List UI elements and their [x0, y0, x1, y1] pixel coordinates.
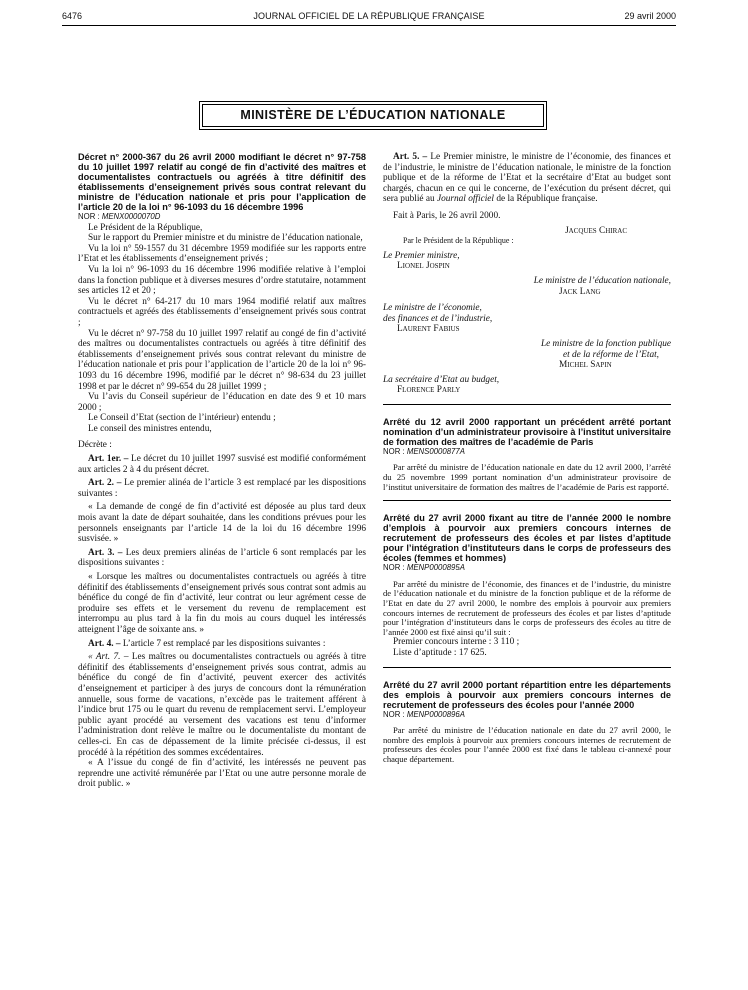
- ministry-title: MINISTÈRE DE L’ÉDUCATION NATIONALE: [240, 108, 506, 123]
- nor-code: MENS0000877A: [406, 446, 465, 456]
- article-3: [78, 548, 366, 569]
- article-4-quote-2: « A l’issue du congé de fin d’activité, les intéressés ne peuvent pas reprendre une activité rémunérée par l’Etat ou une autre personne morale de droit public. »: [78, 758, 366, 790]
- nor-code: MENP0000895A: [406, 563, 465, 573]
- arrete-1-body: Par arrêté du ministre de l’éducation nationale en date du 12 avril 2000, l’arrêté du 25 novembre 1999 portant nomination d’un administrateur provisoire de l’institut universitaire de formation des maîtres de l’académie de Paris est rapporté.: [383, 462, 671, 492]
- decree-para: Le Président de la République,: [88, 222, 203, 233]
- journal-title: JOURNAL OFFICIEL DE LA RÉPUBLIQUE FRANÇAISE: [253, 11, 485, 21]
- article-3-text: Les deux premiers alinéas de l’article 6 sont remplacés par les dispositions suivantes :: [78, 547, 366, 569]
- signatory-2-title: Le ministre de l’éducation nationale,: [533, 275, 671, 286]
- arrete-2-line-1: Premier concours interne : 3 110 ;: [393, 637, 520, 648]
- arrete-1-nor: [383, 447, 671, 458]
- arrete-2-nor: [383, 563, 671, 574]
- article-1-text: Le décret du 10 juillet 1997 susvisé est modifié conformément aux articles 2 à 4 du présent décret.: [78, 454, 366, 475]
- article-1-label: Art. 1er. –: [88, 454, 129, 465]
- fait-a-paris: Fait à Paris, le 26 avril 2000.: [393, 210, 501, 221]
- signatory-4-title-1: Le ministre de la fonction publique: [540, 338, 671, 349]
- president-signature: Jacques Chirac: [565, 225, 627, 236]
- nor-label: NOR :: [383, 563, 405, 573]
- left-column: [78, 152, 366, 790]
- article-4-quote-1: [78, 652, 366, 758]
- decrete-label: Décrète :: [78, 440, 112, 451]
- arrete-2-title: Arrêté du 27 avril 2000 fixant au titre de l’année 2000 le nombre d’emplois à pourvoir aux premiers concours internes de recrutement de professeurs des écoles et par listes d’aptitude pour l’intégration d’instituteurs dans le corps de professeurs des écoles (femmes et hommes): [383, 513, 671, 564]
- article-2-label: Art. 2. –: [88, 478, 122, 489]
- section-divider: [383, 500, 671, 501]
- decree-para: Le conseil des ministres entendu,: [88, 423, 212, 434]
- decree-nor: [78, 212, 366, 223]
- page-number: 6476: [62, 11, 83, 21]
- signatory-4-name: Michel Sapin: [559, 360, 612, 371]
- arrete-2-line-2: Liste d’aptitude : 17 625.: [393, 648, 487, 658]
- decree-title: Décret n° 2000-367 du 26 avril 2000 modifiant le décret n° 97-758 du 10 juillet 1997 relatif au congé de fin d’activité des maîtres et documentalistes contractuels ou agréés à titre définitif des établissements d’enseignement privés sous contrat relevant du ministre de l’éducation nationale et pris pour l’application de l’article 20 de la loi n° 96-1093 du 16 décembre 1996: [78, 152, 366, 212]
- article-2: [78, 478, 366, 499]
- article-2-quote: « La demande de congé de fin d’activité est déposée au plus tard deux mois avant la date de départ souhaitée, dans les conditions prévues pour les personnels enseignants par l’article 14 de la loi du 16 décembre 1996 susvisée. »: [78, 502, 366, 545]
- decree-para: Sur le rapport du Premier ministre et du ministre de l’éducation nationale,: [88, 233, 363, 244]
- article-5-end: de la République française.: [494, 194, 598, 205]
- signatory-5-title: La secrétaire d’Etat au budget,: [383, 374, 500, 385]
- article-5: [383, 152, 671, 205]
- header-rule: [62, 25, 676, 26]
- signatory-5-name: Florence Parly: [397, 385, 461, 396]
- article-5-text: Le Premier ministre, le ministre de l’économie, des finances et de l’industrie, le ministre de l’éducation nationale, le ministre de la fonction publique et de la réforme de l’Etat et la secrétaire d’Etat au budget sont chargés, chacun en ce qui le concerne, de l’exécution du présent décret, qui sera publié au: [383, 152, 671, 205]
- signatory-2-name: Jack Lang: [559, 286, 601, 297]
- arrete-3-title: Arrêté du 27 avril 2000 portant répartition entre les départements des emplois à pourvoir aux premiers concours internes de recrutement de professeurs des écoles pour l’année 2000: [383, 679, 671, 710]
- running-header: [62, 10, 676, 24]
- decree-para: Vu l’avis du Conseil supérieur de l’éducation en date des 9 et 10 mars 2000 ;: [78, 392, 366, 413]
- section-divider: [383, 404, 671, 405]
- article-3-quote: « Lorsque les maîtres ou documentalistes contractuels ou agréés à titre définitif des établissements d’enseignement privés sous contrat sont admis au bénéfice du congé de fin d’activité, leur contrat ou leur agrément cesse de produire ses effets et le versement du revenu de remplacement est interrompu au plus tard à la fin du mois au cours duquel les intéressés atteignent l’âge de soixante ans. »: [78, 572, 366, 635]
- decree-para: Vu la loi n° 96-1093 du 16 décembre 1996 modifiée relative à l’emploi dans la fonction publique et à diverses mesures d’ordre statutaire, notamment ses articles 12 et 20 ;: [78, 264, 366, 297]
- article-4: [78, 639, 366, 650]
- signatory-3-title-1: Le ministre de l’économie,: [383, 303, 482, 314]
- decree-para: Vu le décret n° 64-217 du 10 mars 1964 modifié relatif aux maîtres contractuels et agréés des établissements d’enseignement privés sous contrat ;: [78, 296, 366, 328]
- nor-code: MENP0000896A: [406, 709, 465, 719]
- article-4-label: Art. 4. –: [88, 638, 121, 649]
- journal-officiel-ref: Journal officiel: [436, 194, 495, 205]
- signatory-1-name: Lionel Jospin: [397, 261, 450, 272]
- signatory-4-title-2: et de la réforme de l’Etat,: [562, 349, 659, 360]
- article-4-text: L’article 7 est remplacé par les dispositions suivantes :: [120, 638, 326, 649]
- signatory-3-name: Laurent Fabius: [397, 324, 460, 335]
- article-3-label: Art. 3. –: [88, 547, 123, 558]
- arrete-2-body: Par arrêté du ministre de l’économie, des finances et de l’industrie, du ministre de l’éducation nationale et du ministre de la fonction publique et de la réforme de l’Etat en date du 27 avril 2000, le nombre des emplois à pourvoir aux premiers concours internes de recrutement de professeurs des écoles et par listes d’aptitude pour l’intégration d’instituteurs dans le corps de professeurs des écoles au titre de l’année 2000 est fixé ainsi qu’il suit :: [383, 578, 671, 637]
- par-le-president: Par le Président de la République :: [403, 236, 514, 246]
- nor-label: NOR :: [383, 709, 405, 719]
- ministry-title-box: [199, 101, 547, 130]
- decree-para: Vu la loi n° 59-1557 du 31 décembre 1959 modifiée sur les rapports entre l’Etat et les établissements d’enseignement privés ;: [78, 243, 366, 265]
- issue-date: 29 avril 2000: [624, 11, 676, 21]
- arrete-1-title: Arrêté du 12 avril 2000 rapportant un précédent arrêté portant nomination d’un administrateur provisoire à l’institut universitaire de formation des maîtres de l’académie de Paris: [383, 416, 671, 447]
- arrete-3-body: Par arrêté du ministre de l’éducation nationale en date du 27 avril 2000, le nombre des emplois à pourvoir aux premiers concours internes de recrutement de professeurs des écoles pour l’année 2000 est fixé dans le tableau ci-annexé pour chaque département.: [383, 725, 671, 764]
- article-7-text: Les maîtres ou documentalistes contractuels ou agréés à titre définitif des établissements d’enseignement privés sous contrat, admis au bénéfice du congé de fin d’activité, peuvent exercer des activités d’enseignement et participer à des jurys de concours dont la rémunération annuelle, sous forme de vacations, n’excède pas le traitement afférent à l’indice brut 175 ou le quart du revenu de remplacement servi. L’employeur public ayant procédé au versement des vacations est tenu d’informer l’administration dont relève le maître ou le documentaliste du montant de celles-ci. En cas de dépassement de la limite précisée ci-dessus, il est procédé à la répétition des sommes excédentaires.: [78, 652, 367, 758]
- decree-para: Le Conseil d’Etat (section de l’intérieur) entendu ;: [88, 413, 276, 424]
- right-column: [383, 152, 671, 765]
- article-2-text: Le premier alinéa de l’article 3 est remplacé par les dispositions suivantes :: [78, 478, 366, 499]
- article-1: [78, 454, 366, 475]
- signatory-3-title-2: des finances et de l’industrie,: [383, 313, 493, 324]
- arrete-3-nor: [383, 710, 671, 721]
- article-5-label: Art. 5. –: [393, 152, 428, 162]
- nor-code: MENX0000070D: [101, 212, 161, 221]
- section-divider: [383, 667, 671, 668]
- nor-label: NOR :: [383, 446, 405, 456]
- nor-label: NOR :: [78, 212, 100, 221]
- signatory-1-title: Le Premier ministre,: [383, 250, 460, 261]
- article-7-label: « Art. 7. –: [88, 652, 129, 663]
- decree-para: Vu le décret n° 97-758 du 10 juillet 1997 relatif au congé de fin d’activité des maîtres ou documentalistes contractuels ou agréés à titre définitif des établissements d’enseignement privés sous contrat relevant du ministre de l’éducation nationale et pris pour l’application de l’article 20 de la loi n° 96-1093 du 16 décembre 1996, modifié par le décret n° 98-634 du 23 juillet 1998 et par le décret n° 99-654 du 28 juillet 1999 ;: [78, 328, 366, 392]
